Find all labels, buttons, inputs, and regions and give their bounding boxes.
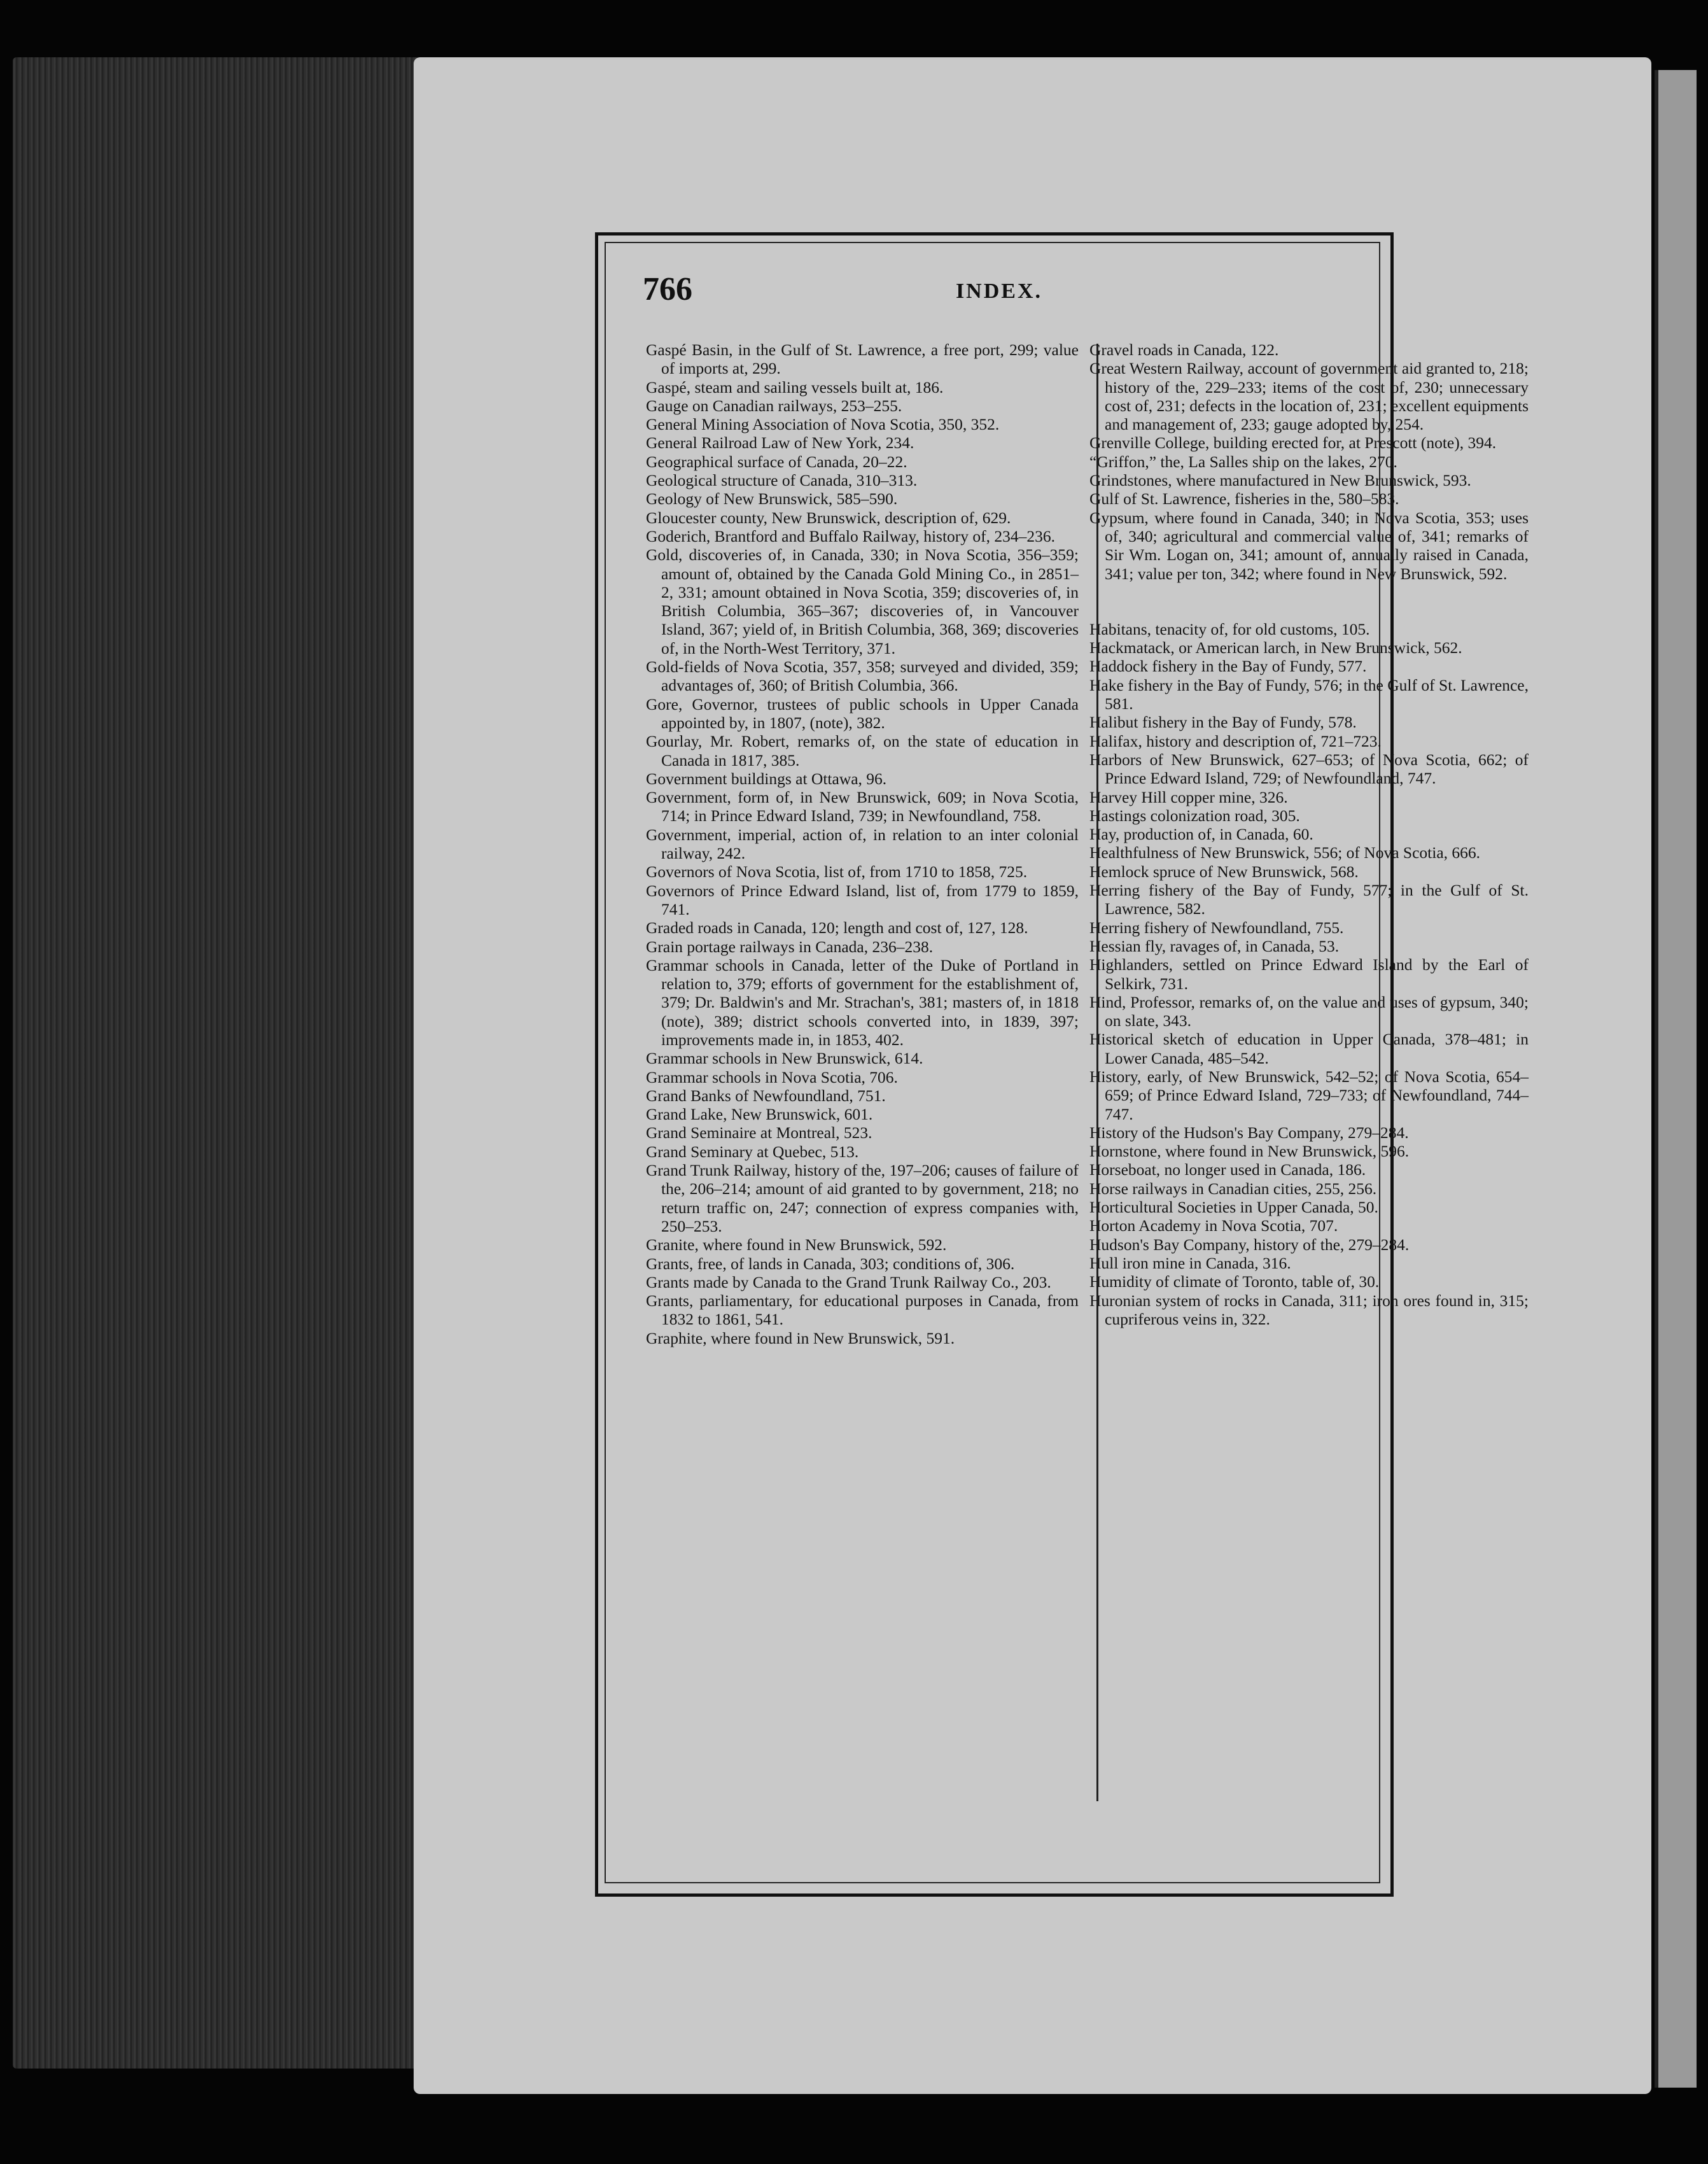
index-entry: Gold-fields of Nova Scotia, 357, 358; surveyed and divided, 359; advantages of, 360; of British Columbia, 366. (646, 657, 1079, 695)
index-entry: Gypsum, where found in Canada, 340; in Nova Scotia, 353; uses of, 340; agricultural and commercial value of, 341; remarks of Sir Wm. Logan on, 341; amount of, annually raised in Canada, 341; value per ton, 342; where found in New Brunswick, 592. (1089, 508, 1529, 583)
index-entry: Hake fishery in the Bay of Fundy, 576; in the Gulf of St. Lawrence, 581. (1089, 675, 1529, 713)
index-entry: Horticultural Societies in Upper Canada, 50. (1089, 1198, 1378, 1217)
index-entry: Hind, Professor, remarks of, on the value and uses of gypsum, 340; on slate, 343. (1089, 992, 1529, 1030)
index-entry: Grand Seminaire at Montreal, 523. (646, 1123, 872, 1142)
index-entry: History, early, of New Brunswick, 542–52; of Nova Scotia, 654–659; of Prince Edward Island, 729–733; of Newfoundland, 744–747. (1089, 1067, 1529, 1123)
index-entry: Horton Academy in Nova Scotia, 707. (1089, 1216, 1338, 1235)
index-entry: Geology of New Brunswick, 585–590. (646, 489, 898, 509)
index-entry: Hornstone, where found in New Brunswick, 596. (1089, 1142, 1410, 1161)
index-entry: Gourlay, Mr. Robert, remarks of, on the state of education in Canada in 1817, 385. (646, 732, 1079, 769)
index-entry: Healthfulness of New Brunswick, 556; of Nova Scotia, 666. (1089, 843, 1481, 862)
index-entry: Hessian fly, ravages of, in Canada, 53. (1089, 936, 1340, 955)
index-entry: Grammar schools in Canada, letter of the Duke of Portland in relation to, 379; efforts of government for the establishment of, 379; Dr. Baldwin's and Mr. Strachan's, 381; masters of, in 1818 (note), 389; district schools converted into, in 1839, 397; improvements made in, in 1853, 402. (646, 955, 1079, 1049)
index-column-left (646, 341, 1079, 1347)
index-entry: Haddock fishery in the Bay of Fundy, 577. (1089, 657, 1367, 676)
index-entry: Hull iron mine in Canada, 316. (1089, 1253, 1291, 1272)
index-entry: Hackmatack, or American larch, in New Brunswick, 562. (1089, 638, 1462, 657)
index-entry: Huronian system of rocks in Canada, 311; iron ores found in, 315; cupriferous veins in, 322. (1089, 1291, 1529, 1328)
index-entry: Government, imperial, action of, in relation to an inter colonial railway, 242. (646, 825, 1079, 863)
index-entry: Graphite, where found in New Brunswick, 591. (646, 1328, 955, 1347)
index-entry: Grindstones, where manufactured in New Brunswick, 593. (1089, 471, 1471, 490)
index-entry: Horse railways in Canadian cities, 255, 256. (1089, 1179, 1377, 1198)
index-entry: Historical sketch of education in Upper Canada, 378–481; in Lower Canada, 485–542. (1089, 1030, 1529, 1067)
page-edge (1655, 70, 1697, 2088)
index-entry: Grants, parliamentary, for educational purposes in Canada, from 1832 to 1861, 541. (646, 1291, 1079, 1329)
index-entry: Hastings colonization road, 305. (1089, 806, 1300, 825)
index-entry: Governors of Prince Edward Island, list of, from 1779 to 1859, 741. (646, 881, 1079, 918)
index-entry: Harvey Hill copper mine, 326. (1089, 787, 1288, 806)
index-entry: Grenville College, building erected for, at Prescott (note), 394. (1089, 433, 1497, 453)
index-entry: Graded roads in Canada, 120; length and cost of, 127, 128. (646, 918, 1028, 938)
index-entry: Herring fishery of the Bay of Fundy, 577; in the Gulf of St. Lawrence, 582. (1089, 881, 1529, 918)
index-entry: Gauge on Canadian railways, 253–255. (646, 396, 902, 415)
running-head: INDEX. (955, 279, 1043, 303)
section-gap (1089, 583, 1529, 601)
index-entry: Government buildings at Ottawa, 96. (646, 769, 887, 788)
index-entry: Grand Seminary at Quebec, 513. (646, 1142, 859, 1161)
book-spine (13, 57, 420, 2069)
index-entry: General Railroad Law of New York, 234. (646, 433, 914, 453)
index-entry: Harbors of New Brunswick, 627–653; of Nova Scotia, 662; of Prince Edward Island, 729; of Newfoundland, 747. (1089, 750, 1529, 788)
index-entry: Humidity of climate of Toronto, table of, 30. (1089, 1272, 1380, 1291)
index-entry: General Mining Association of Nova Scotia, 350, 352. (646, 415, 1000, 434)
index-entry: Gulf of St. Lawrence, fisheries in the, 580–583. (1089, 489, 1399, 509)
index-entry: Geological structure of Canada, 310–313. (646, 471, 918, 490)
index-entry: Granite, where found in New Brunswick, 592. (646, 1235, 947, 1254)
index-entry: Grand Trunk Railway, history of the, 197–206; causes of failure of the, 206–214; amount of aid granted to by government, 218; no return traffic on, 247; connection of express companies with, 250–253. (646, 1161, 1079, 1235)
index-entry: Grants, free, of lands in Canada, 303; conditions of, 306. (646, 1254, 1015, 1273)
index-entry: Gloucester county, New Brunswick, description of, 629. (646, 508, 1011, 527)
index-entry: Grand Banks of Newfoundland, 751. (646, 1086, 886, 1105)
index-entry: Geographical surface of Canada, 20–22. (646, 452, 907, 471)
page-header (643, 270, 1355, 315)
index-entry: Gravel roads in Canada, 122. (1089, 341, 1279, 359)
index-entry: Highlanders, settled on Prince Edward Island by the Earl of Selkirk, 731. (1089, 955, 1529, 993)
index-column-right (1089, 341, 1529, 1328)
index-entry: Grain portage railways in Canada, 236–238. (646, 937, 934, 956)
index-entry: “Griffon,” the, La Salles ship on the lakes, 270. (1089, 452, 1397, 471)
index-entry: Gaspé, steam and sailing vessels built at, 186. (646, 377, 944, 397)
index-entry: Hemlock spruce of New Brunswick, 568. (1089, 862, 1359, 881)
index-entry: Habitans, tenacity of, for old customs, 105. (1089, 619, 1370, 638)
index-entry: Government, form of, in New Brunswick, 609; in Nova Scotia, 714; in Prince Edward Island, 739; in Newfoundland, 758. (646, 788, 1079, 826)
index-entry: Gaspé Basin, in the Gulf of St. Lawrence, a free port, 299; value of imports at, 299. (646, 341, 1079, 378)
index-entry: Great Western Railway, account of government aid granted to, 218; history of the, 229–233; items of the cost of, 230; unnecessary cost of, 231; defects in the location of, 231; excellent equipments and management of, 233; gauge adopted by, 254. (1089, 359, 1529, 434)
index-entry: Grammar schools in Nova Scotia, 706. (646, 1067, 898, 1086)
index-entry: History of the Hudson's Bay Company, 279–284. (1089, 1123, 1409, 1142)
index-entry: Goderich, Brantford and Buffalo Railway, history of, 234–236. (646, 526, 1056, 545)
index-entry: Grand Lake, New Brunswick, 601. (646, 1105, 873, 1124)
index-entry: Halibut fishery in the Bay of Fundy, 578. (1089, 713, 1357, 732)
index-entry: Hudson's Bay Company, history of the, 279–284. (1089, 1235, 1410, 1254)
index-entry: Halifax, history and description of, 721–723. (1089, 731, 1382, 750)
index-entry: Grants made by Canada to the Grand Trunk Railway Co., 203. (646, 1272, 1051, 1291)
index-entry: Governors of Nova Scotia, list of, from 1710 to 1858, 725. (646, 862, 1028, 882)
index-entry: Gore, Governor, trustees of public schools in Upper Canada appointed by, in 1807, (note), 382. (646, 694, 1079, 732)
index-entry: Herring fishery of Newfoundland, 755. (1089, 918, 1344, 937)
index-entry: Hay, production of, in Canada, 60. (1089, 825, 1313, 844)
section-gap (1089, 601, 1529, 620)
page-number: 766 (643, 271, 692, 307)
index-entry: Gold, discoveries of, in Canada, 330; in Nova Scotia, 356–359; amount of, obtained by the Canada Gold Mining Co., in 2851–2, 331; amount obtained in Nova Scotia, 359; discoveries of, in British Columbia, 365–367; discoveries of, in Vancouver Island, 367; yield of, in British Columbia, 368, 369; discoveries of, in the North-West Territory, 371. (646, 545, 1079, 657)
index-entry: Horseboat, no longer used in Canada, 186. (1089, 1160, 1366, 1179)
index-entry: Grammar schools in New Brunswick, 614. (646, 1049, 923, 1068)
